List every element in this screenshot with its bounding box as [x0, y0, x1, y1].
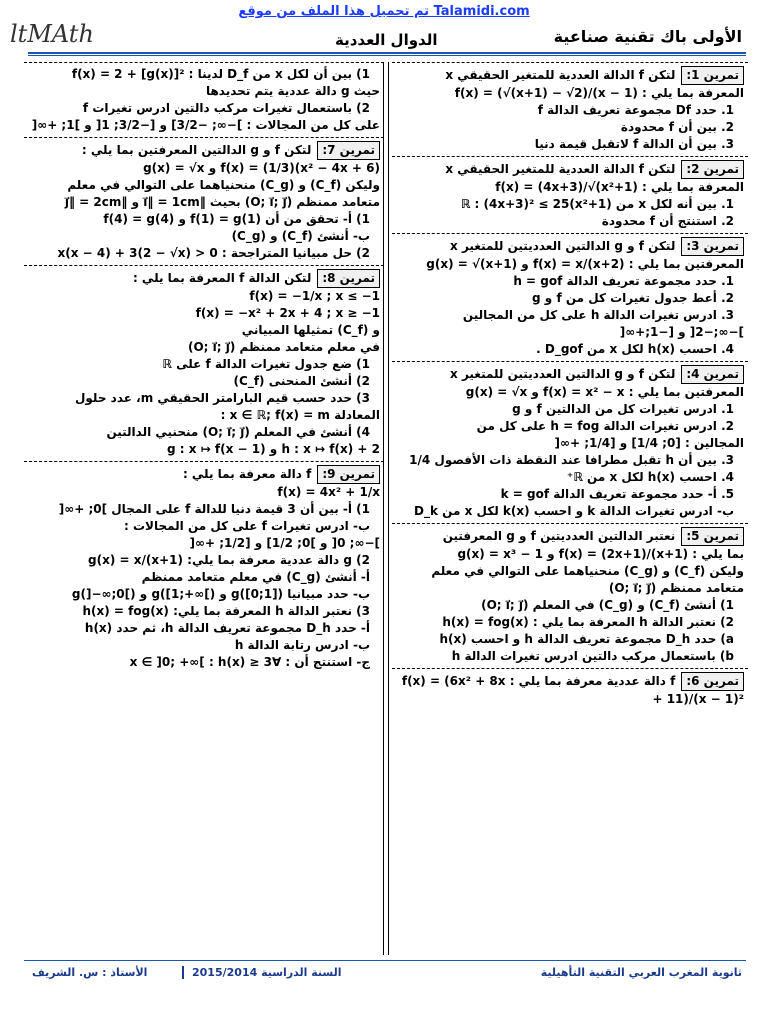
exercise-text: 1) أ- بين أن 3 قيمة دنيا للدالة f على المجال ]0; +∞[ [58, 502, 370, 516]
exercise-text: 4. احسب h(x) لكل x من D_gof . [536, 342, 734, 356]
exercise-text: f(x) = (1/3)(x² − 4x + 6) و g(x) = √x [143, 161, 380, 175]
class-level: الأولى باك تقنية صناعية [553, 27, 742, 46]
exercise-text: و (C_f) تمثيلها المبياني [241, 323, 380, 337]
exercise-line [26, 552, 380, 569]
exercise-number-badge: تمرين 9: [317, 465, 380, 484]
exercise-line [26, 228, 380, 245]
exercise-line [26, 100, 380, 117]
exercise-line [394, 160, 744, 179]
exercise-number-badge: تمرين 7: [317, 141, 380, 160]
exercise-line [26, 356, 380, 373]
exercise-text: 2. استنتج أن f محدودة [601, 214, 734, 228]
left-column [24, 62, 384, 955]
exercise-text: 1. حدد مجموعة تعريف الدالة h = gof [513, 274, 734, 288]
exercise-text: 3. بين أن الدالة f لاتقبل قيمة دنيا [534, 137, 734, 151]
exercise-text: 3) نعتبر الدالة h المعرفة بما يلي: h(x) = fog(x) [82, 604, 370, 618]
exercise-text: 1. حدد Df مجموعة تعريف الدالة f [537, 103, 734, 117]
exercise-line [26, 620, 380, 637]
exercise-text: المجالين : [0; 1/4] و [1/4; +∞[ [554, 436, 744, 450]
exercise-block [24, 461, 384, 673]
exercise-block [392, 361, 748, 522]
exercise-text: ب- ادرس رتابة الدالة h [234, 638, 370, 652]
exercise-text: ]−∞;−2[ و [−1;+∞[ [619, 325, 744, 339]
exercise-text: ب- ادرس تغيرات الدالة k و احسب k(x) لكل x من D_k [414, 504, 734, 518]
exercise-line [394, 213, 744, 230]
exercise-text: لتكن f و g الدالتين العدديتين للمتغير x [450, 367, 676, 381]
exercise-text: متعامد ممنظم (O; i⃗; j⃗) [608, 581, 744, 595]
exercise-text: المعرفة بما يلي : f(x) = (4x+3)/√(x²+1) [495, 180, 744, 194]
exercise-number-badge: تمرين 3: [681, 237, 744, 256]
exercise-line [26, 66, 380, 83]
exercise-block [392, 233, 748, 360]
exercise-line [394, 237, 744, 256]
exercise-line [394, 546, 744, 563]
exercise-line [26, 322, 380, 339]
exercise-text: نعتبر الدالتين العدديتين f و g المعرفتين [442, 529, 676, 543]
exercise-text: 3. بين أن h تقبل مطرافا عند النقطة ذات الأفصول 1/4 [409, 453, 734, 467]
exercise-number-badge: تمرين 2: [681, 160, 744, 179]
exercise-text: أ- حدد D_h مجموعة تعريف الدالة h، ثم حدد h(x) [84, 621, 370, 635]
exercise-text: f(x) = 4x² + 1/x [277, 485, 380, 499]
exercise-line [26, 465, 380, 484]
exercise-line [394, 102, 744, 119]
exercise-line [394, 324, 744, 341]
exercise-text: لتكن f الدالة العددية للمتغير الحقيقي x [445, 162, 676, 176]
exercise-text: 2) نعتبر الدالة h المعرفة بما يلي : h(x) = fog(x) [442, 615, 734, 629]
footer-divider [24, 960, 746, 961]
exercise-text: وليكن (C_f) و (C_g) منحنياهما على التوالي في معلم [431, 564, 744, 578]
exercise-line [26, 245, 380, 262]
exercise-line [26, 373, 380, 390]
exercise-block [392, 156, 748, 232]
exercise-text: لتكن f الدالة العددية للمتغير الحقيقي x [445, 68, 676, 82]
exercise-block [392, 523, 748, 667]
exercise-text: f(x) = −1/x ; x ≤ −1 [249, 289, 380, 303]
exercise-block [24, 137, 384, 264]
exercise-text: متعامد ممنظم (O; i⃗; j⃗) بحيث ‖i⃗‖ = 1cm و ‖j⃗‖ = 2cm [64, 195, 380, 209]
exercise-line [394, 614, 744, 631]
exercise-line [26, 518, 380, 535]
exercise-text: المعادلة x ∈ ℝ; f(x) = m : [220, 408, 380, 422]
exercise-line [394, 597, 744, 614]
exercise-line [394, 401, 744, 418]
exercise-line [394, 365, 744, 384]
exercise-text: 2. أعط جدول تغيرات كل من f و g [532, 291, 734, 305]
exercise-number-badge: تمرين 4: [681, 365, 744, 384]
exercise-text: 2. بين أن f محدودة [620, 120, 734, 134]
exercise-text: 3. ادرس تغيرات الدالة h على كل من المجالين [462, 308, 734, 322]
exercise-line [26, 269, 380, 288]
exercise-line [394, 469, 744, 486]
exercise-line [394, 648, 744, 665]
exercise-line [394, 85, 744, 102]
exercise-line [26, 211, 380, 228]
exercise-text: 2. ادرس تغيرات الدالة h = fog على كل من [476, 419, 734, 433]
exercise-line [394, 563, 744, 580]
exercise-text: f دالة عددية معرفة بما يلي : f(x) = (6x² + 8x + 11)/(x − 1)² [401, 674, 744, 706]
exercise-text: 2) أنشئ المنحنى (C_f) [233, 374, 370, 388]
site-watermark-link[interactable]: تم تحميل هذا الملف من موقع Talamidi.com [238, 4, 530, 19]
exercise-text: في معلم متعامد ممنظم (O; i⃗; j⃗) [187, 340, 380, 354]
logo-text: ltMAth [10, 20, 94, 48]
exercise-line [26, 441, 380, 458]
exercise-number-badge: تمرين 8: [317, 269, 380, 288]
exercise-text: لتكن f و g الدالتين العدديتين للمتغير x [450, 239, 676, 253]
exercise-line [394, 196, 744, 213]
teacher-name: الأستاذ : س. الشريف [32, 966, 148, 979]
exercise-line [26, 194, 380, 211]
exercise-block [24, 265, 384, 460]
exercise-line [394, 452, 744, 469]
exercise-text: 1) ضع جدول تغيرات الدالة f على ℝ [162, 357, 370, 371]
exercise-line [394, 66, 744, 85]
exercise-line [394, 672, 744, 708]
exercise-line [394, 256, 744, 273]
column-divider [388, 62, 389, 955]
exercise-text: 5. أ- حدد مجموعة تعريف الدالة k = gof [500, 487, 734, 501]
exercise-line [26, 484, 380, 501]
exercise-text: ب- ادرس تغيرات f على كل من المجالات : [123, 519, 370, 533]
exercise-text: 1. بين أنه لكل x من ℝ : (4x+3)² ≤ 25(x²+1) [460, 197, 734, 211]
exercise-text: 2) باستعمال تغيرات مركب دالتين ادرس تغيرات f [82, 101, 370, 115]
exercise-text: 4) أنشئ في المعلم (O; i⃗; j⃗) منحنيي الدالتين [106, 425, 370, 439]
header-divider [28, 52, 746, 54]
exercise-number-badge: تمرين 6: [681, 672, 744, 691]
exercise-line [26, 339, 380, 356]
exercise-line [26, 586, 380, 603]
exercise-text: على كل من المجالات : ]−∞; −3/2] و [−3/2; 1[ و ]1; +∞[ [31, 118, 380, 132]
exercise-text: حيث g دالة عددية يتم تحديدها [205, 84, 380, 98]
exercise-text: f دالة معرفة بما يلي : [182, 467, 312, 481]
exercise-text: المعرفتين بما يلي : f(x) = x² − x و g(x) = √x [465, 385, 744, 399]
exercise-line [394, 486, 744, 503]
exercise-line [394, 307, 744, 324]
exercise-line [26, 603, 380, 620]
exercise-line [394, 580, 744, 597]
exercise-text: 1) أ- تحقق من أن f(1) = g(1) و f(4) = g(4) [103, 212, 370, 226]
logo [10, 20, 94, 48]
exercise-number-badge: تمرين 5: [681, 527, 744, 546]
exercise-text: 1) بين أن لكل x من D_f لدينا : f(x) = 2 + [g(x)]² [71, 67, 370, 81]
exercise-line [26, 141, 380, 160]
school-name: ثانوية المغرب العربي التقنية التأهيلية [540, 966, 742, 979]
exercise-line [26, 177, 380, 194]
exercise-line [26, 305, 380, 322]
exercise-line [26, 288, 380, 305]
exercise-line [26, 83, 380, 100]
exercise-line [26, 390, 380, 407]
exercise-text: أ- أنشئ (C_g) في معلم متعامد ممنظم [141, 570, 370, 584]
header-divider-thin [28, 55, 746, 56]
exercise-text: 1) أنشئ (C_f) و (C_g) في المعلم (O; i⃗; j⃗) [481, 598, 734, 612]
exercise-line [394, 290, 744, 307]
exercise-text: 3) حدد حسب قيم البارامتر الحقيقي m، عدد حلول [75, 391, 370, 405]
exercise-line [394, 503, 744, 520]
exercise-line [394, 384, 744, 401]
exercise-line [26, 407, 380, 424]
exercise-text: 2) g دالة عددية معرفة بما يلي: g(x) = x/(x+1) [88, 553, 370, 567]
exercise-text: لتكن f و g الدالتين المعرفتين بما يلي : [81, 143, 312, 157]
exercise-line [26, 637, 380, 654]
exercise-text: المعرفة بما يلي : f(x) = (√(x+1) − √2)/(x − 1) [454, 86, 744, 100]
exercise-block [392, 668, 748, 710]
exercise-line [26, 424, 380, 441]
chapter-title: الدوال العددية [335, 31, 438, 49]
exercise-text: h : x ↦ f(x) + 2 و g : x ↦ f(x − 1) [167, 442, 380, 456]
exercise-line [394, 119, 744, 136]
exercise-text: ]−∞; 0[ و ]0; 1/2] و [1/2; +∞[ [189, 536, 380, 550]
exercise-text: a) حدد D_h مجموعة تعريف الدالة h و احسب h(x) [439, 632, 734, 646]
exercise-text: f(x) = −x² + 2x + 4 ; x ≥ −1 [195, 306, 380, 320]
exercise-line [394, 418, 744, 435]
exercise-block [24, 62, 384, 136]
exercise-number-badge: تمرين 1: [681, 66, 744, 85]
exercise-text: ب- أنشئ (C_f) و (C_g) [231, 229, 370, 243]
exercise-text: 2) حل مبيانيا المتراجحة : 0 < x(x − 4) + 3(2 − √x) [57, 246, 370, 260]
school-year: السنة الدراسية 2015/2014 [182, 966, 342, 979]
exercise-line [394, 341, 744, 358]
exercise-line [26, 569, 380, 586]
exercise-text: ج- استنتج أن : ∀x ∈ ]0; +∞[ : h(x) ≥ 3 [129, 655, 370, 669]
exercise-line [394, 527, 744, 546]
right-column [392, 62, 748, 955]
exercise-line [394, 273, 744, 290]
exercise-line [26, 501, 380, 518]
exercise-line [394, 435, 744, 452]
exercise-line [26, 654, 380, 671]
exercise-line [26, 117, 380, 134]
exercise-text: 4. احسب h(x) لكل x من ℝ⁺ [566, 470, 734, 484]
exercise-text: بما يلي : f(x) = (2x+1)/(x+1) و g(x) = x³ − 1 [457, 547, 744, 561]
exercise-line [26, 535, 380, 552]
exercise-text: لتكن الدالة f المعرفة بما يلي : [132, 271, 312, 285]
exercise-text: المعرفتين بما يلي : f(x) = x/(x+2) و g(x) = √(x+1) [426, 257, 744, 271]
exercise-line [394, 136, 744, 153]
exercise-block [392, 62, 748, 155]
exercise-line [394, 179, 744, 196]
exercise-text: ب- حدد مبيانيا g([0;1]) و g([1;+∞[) و g(]−∞;0[) [71, 587, 370, 601]
exercise-text: وليكن (C_f) و (C_g) منحنياهما على التوالي في معلم [67, 178, 380, 192]
exercise-line [26, 160, 380, 177]
exercise-line [394, 631, 744, 648]
exercise-text: b) باستعمال مركب دالتين ادرس تغيرات الدالة h [451, 649, 734, 663]
exercise-text: 1. ادرس تغيرات كل من الدالتين f و g [512, 402, 734, 416]
